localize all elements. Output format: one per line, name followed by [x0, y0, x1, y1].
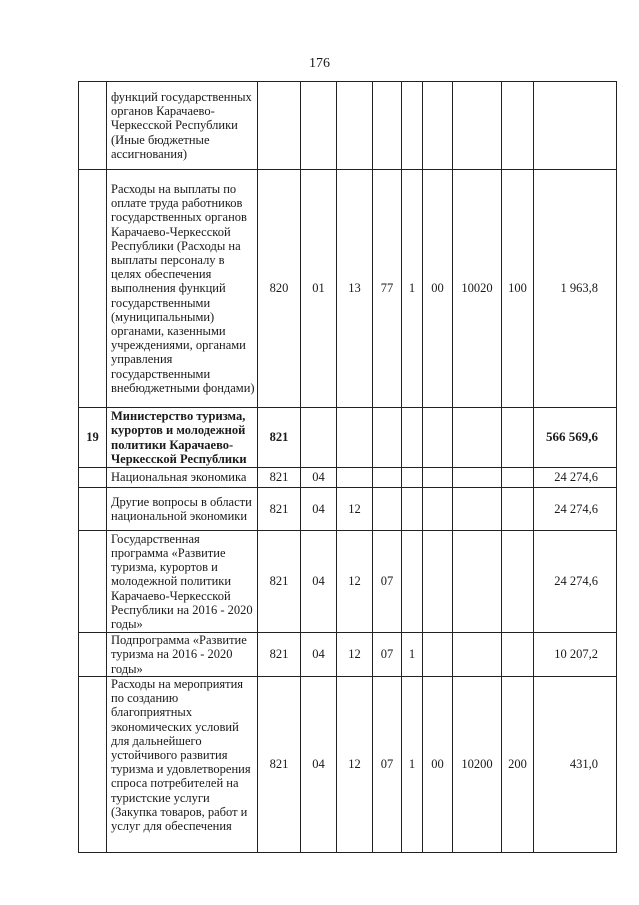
row-name: Государственная программа «Развитие туризма, курортов и молодежной политики Карачаево-Черкесской Республики на 2016 - 2020 годы»	[107, 531, 258, 633]
table-row	[79, 82, 617, 170]
event-code	[423, 488, 453, 531]
section-code: 04	[301, 531, 337, 633]
section-code: 04	[301, 468, 337, 488]
subprogram-code	[402, 82, 423, 170]
expense-type-code: 100	[502, 170, 534, 408]
subsection-code: 12	[337, 531, 373, 633]
event-code	[423, 408, 453, 468]
amount: 1 963,8	[534, 170, 617, 408]
row-number	[79, 633, 107, 677]
amount: 24 274,6	[534, 531, 617, 633]
expense-type-code	[502, 468, 534, 488]
expense-type-code	[502, 82, 534, 170]
row-number	[79, 677, 107, 853]
table-row	[79, 468, 617, 488]
table-row	[79, 633, 617, 677]
ministry-code: 821	[258, 488, 301, 531]
table-row	[79, 170, 617, 408]
section-code: 01	[301, 170, 337, 408]
row-number	[79, 82, 107, 170]
table-row	[79, 488, 617, 531]
program-code: 07	[373, 531, 402, 633]
event-code	[423, 468, 453, 488]
direction-code: 10200	[453, 677, 502, 853]
direction-code	[453, 633, 502, 677]
section-code: 04	[301, 677, 337, 853]
program-code	[373, 82, 402, 170]
row-name: Подпрограмма «Развитие туризма на 2016 - 2020 годы»	[107, 633, 258, 677]
amount: 431,0	[534, 677, 617, 853]
section-code	[301, 82, 337, 170]
subprogram-code	[402, 408, 423, 468]
table-row	[79, 408, 617, 468]
row-name: Расходы на выплаты по оплате труда работников государственных органов Карачаево-Черкесской Республики (Расходы на выплаты персоналу в целях обеспечения выполнения функций государственными (муниципальными) органами, казенными учреждениями, органами управления государственными внебюджетными фондами)	[107, 170, 258, 408]
row-number: 19	[79, 408, 107, 468]
page-number: 176	[309, 56, 330, 71]
amount: 10 207,2	[534, 633, 617, 677]
direction-code	[453, 82, 502, 170]
direction-code: 10020	[453, 170, 502, 408]
ministry-code: 821	[258, 468, 301, 488]
section-code: 04	[301, 633, 337, 677]
program-code: 07	[373, 633, 402, 677]
subprogram-code: 1	[402, 170, 423, 408]
subsection-code	[337, 408, 373, 468]
subsection-code: 12	[337, 488, 373, 531]
expense-type-code: 200	[502, 677, 534, 853]
ministry-code: 821	[258, 677, 301, 853]
row-number	[79, 531, 107, 633]
subsection-code	[337, 82, 373, 170]
ministry-code: 821	[258, 408, 301, 468]
table-row	[79, 677, 617, 853]
program-code	[373, 468, 402, 488]
row-name: Министерство туризма, курортов и молодежной политики Карачаево-Черкесской Республики	[107, 408, 258, 468]
event-code: 00	[423, 677, 453, 853]
table-row	[79, 531, 617, 633]
subprogram-code	[402, 488, 423, 531]
ministry-code: 821	[258, 531, 301, 633]
expense-type-code	[502, 633, 534, 677]
subsection-code: 12	[337, 677, 373, 853]
direction-code	[453, 468, 502, 488]
section-code	[301, 408, 337, 468]
event-code	[423, 82, 453, 170]
subsection-code: 13	[337, 170, 373, 408]
expense-type-code	[502, 408, 534, 468]
program-code: 07	[373, 677, 402, 853]
subsection-code: 12	[337, 633, 373, 677]
amount: 24 274,6	[534, 488, 617, 531]
subprogram-code	[402, 468, 423, 488]
amount: 566 569,6	[534, 408, 617, 468]
program-code: 77	[373, 170, 402, 408]
event-code: 00	[423, 170, 453, 408]
ministry-code: 820	[258, 170, 301, 408]
row-name: Другие вопросы в области национальной экономики	[107, 488, 258, 531]
event-code	[423, 531, 453, 633]
direction-code	[453, 531, 502, 633]
row-number	[79, 468, 107, 488]
row-number	[79, 170, 107, 408]
subprogram-code: 1	[402, 677, 423, 853]
ministry-code	[258, 82, 301, 170]
ministry-code: 821	[258, 633, 301, 677]
direction-code	[453, 488, 502, 531]
subprogram-code: 1	[402, 633, 423, 677]
row-name: Расходы на мероприятия по созданию благоприятных экономических условий для дальнейшего устойчивого развития туризма и удовлетворения спроса потребителей на туристские услуги (Закупка товаров, работ и услуг для обеспечения	[107, 677, 258, 853]
subprogram-code	[402, 531, 423, 633]
program-code	[373, 408, 402, 468]
amount	[534, 82, 617, 170]
direction-code	[453, 408, 502, 468]
subsection-code	[337, 468, 373, 488]
program-code	[373, 488, 402, 531]
section-code: 04	[301, 488, 337, 531]
row-name: функций государственных органов Карачаево-Черкесской Республики (Иные бюджетные ассигнования)	[107, 82, 258, 170]
budget-table	[78, 81, 617, 853]
event-code	[423, 633, 453, 677]
row-name: Национальная экономика	[107, 468, 258, 488]
amount: 24 274,6	[534, 468, 617, 488]
row-number	[79, 488, 107, 531]
expense-type-code	[502, 531, 534, 633]
expense-type-code	[502, 488, 534, 531]
